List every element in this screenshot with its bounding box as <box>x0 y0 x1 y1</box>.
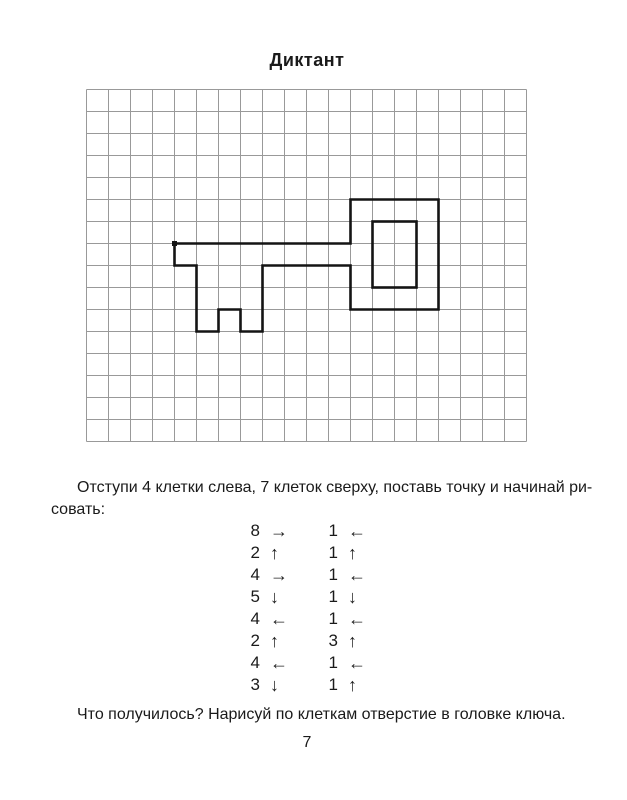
step-row <box>242 652 372 674</box>
start-dot <box>172 241 177 246</box>
question-paragraph: Что получилось? Нарисуй по клеткам отверстие в головке ключа. <box>77 706 566 723</box>
step-count: 4 <box>250 653 260 672</box>
step-count: 5 <box>250 587 260 606</box>
step-count: 1 <box>328 653 338 672</box>
arrow-up-icon: ↑ <box>270 543 279 563</box>
arrow-left-icon: ← <box>270 609 288 629</box>
arrow-up-icon: ↑ <box>348 543 357 563</box>
arrow-left-icon: ← <box>348 521 366 541</box>
arrow-left-icon: ← <box>348 653 366 673</box>
arrow-down-icon: ↓ <box>348 587 357 607</box>
step-count: 3 <box>328 631 338 650</box>
step-row <box>242 630 372 652</box>
step-count: 1 <box>328 565 338 584</box>
arrow-left-icon: ← <box>270 653 288 673</box>
step-row <box>242 586 372 608</box>
step-count: 2 <box>250 631 260 650</box>
arrow-left-icon: ← <box>348 565 366 585</box>
step-row <box>242 608 372 630</box>
step-row <box>242 674 372 696</box>
arrow-right-icon: → <box>270 521 288 541</box>
step-count: 4 <box>250 565 260 584</box>
instruction-paragraph <box>51 477 592 521</box>
instruction-line-1: Отступи 4 клетки слева, 7 клеток сверху, поставь точку и начинай ри- <box>77 479 593 496</box>
step-count: 1 <box>328 587 338 606</box>
page-title: Диктант <box>269 50 345 70</box>
step-count: 1 <box>328 543 338 562</box>
step-count: 3 <box>250 675 260 694</box>
step-count: 1 <box>328 675 338 694</box>
step-row <box>242 520 372 542</box>
step-row <box>242 564 372 586</box>
step-count: 2 <box>250 543 260 562</box>
page-number: 7 <box>302 734 312 751</box>
dictation-steps <box>242 520 372 696</box>
step-count: 8 <box>250 521 260 540</box>
grid-svg <box>86 89 527 442</box>
arrow-left-icon: ← <box>348 609 366 629</box>
instruction-line-2: совать: <box>51 501 106 518</box>
arrow-right-icon: → <box>270 565 288 585</box>
step-row <box>242 542 372 564</box>
arrow-up-icon: ↑ <box>270 631 279 651</box>
step-count: 1 <box>328 521 338 540</box>
arrow-down-icon: ↓ <box>270 675 279 695</box>
grid-paper <box>86 89 527 442</box>
arrow-up-icon: ↑ <box>348 675 357 695</box>
arrow-up-icon: ↑ <box>348 631 357 651</box>
arrow-down-icon: ↓ <box>270 587 279 607</box>
step-count: 4 <box>250 609 260 628</box>
step-count: 1 <box>328 609 338 628</box>
